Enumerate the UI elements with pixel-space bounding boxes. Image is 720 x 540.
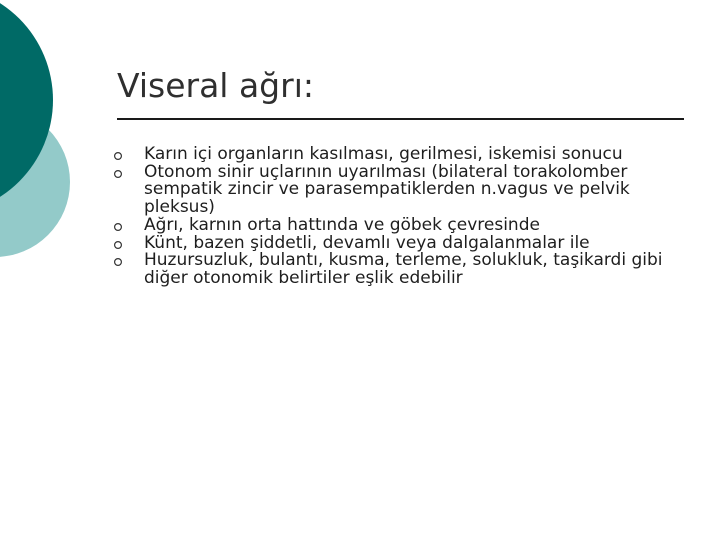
title-underline bbox=[117, 118, 684, 120]
hollow-circle-icon bbox=[112, 252, 130, 270]
bullet-text: Karın içi organların kasılması, gerilmesi, iskemisi sonucu bbox=[144, 144, 623, 164]
bullet-text: Otonom sinir uçlarının uyarılması (bilateral torakolomber sempatik zincir ve parasempatiklerden n.vagus ve pelvik pleksus) bbox=[144, 161, 630, 218]
bullet-text: Ağrı, karnın orta hattında ve göbek çevresinde bbox=[144, 214, 540, 235]
hollow-circle-icon bbox=[112, 235, 130, 253]
bullet-text: Huzursuzluk, bulantı, kusma, terleme, solukluk, taşikardi gibi diğer otonomik belirtiler eşlik edebilir bbox=[144, 250, 663, 288]
hollow-circle-icon bbox=[112, 146, 130, 164]
bullet-item bbox=[112, 161, 672, 218]
bullet-item bbox=[112, 252, 672, 287]
decorative-circles bbox=[0, 0, 110, 300]
slide-title: Viseral ağrı: bbox=[117, 66, 314, 105]
bullet-text: Künt, bazen şiddetli, devamlı veya dalgalanmalar ile bbox=[144, 232, 590, 253]
bullet-list bbox=[112, 146, 672, 288]
hollow-circle-icon bbox=[112, 164, 130, 182]
hollow-circle-icon bbox=[112, 217, 130, 235]
